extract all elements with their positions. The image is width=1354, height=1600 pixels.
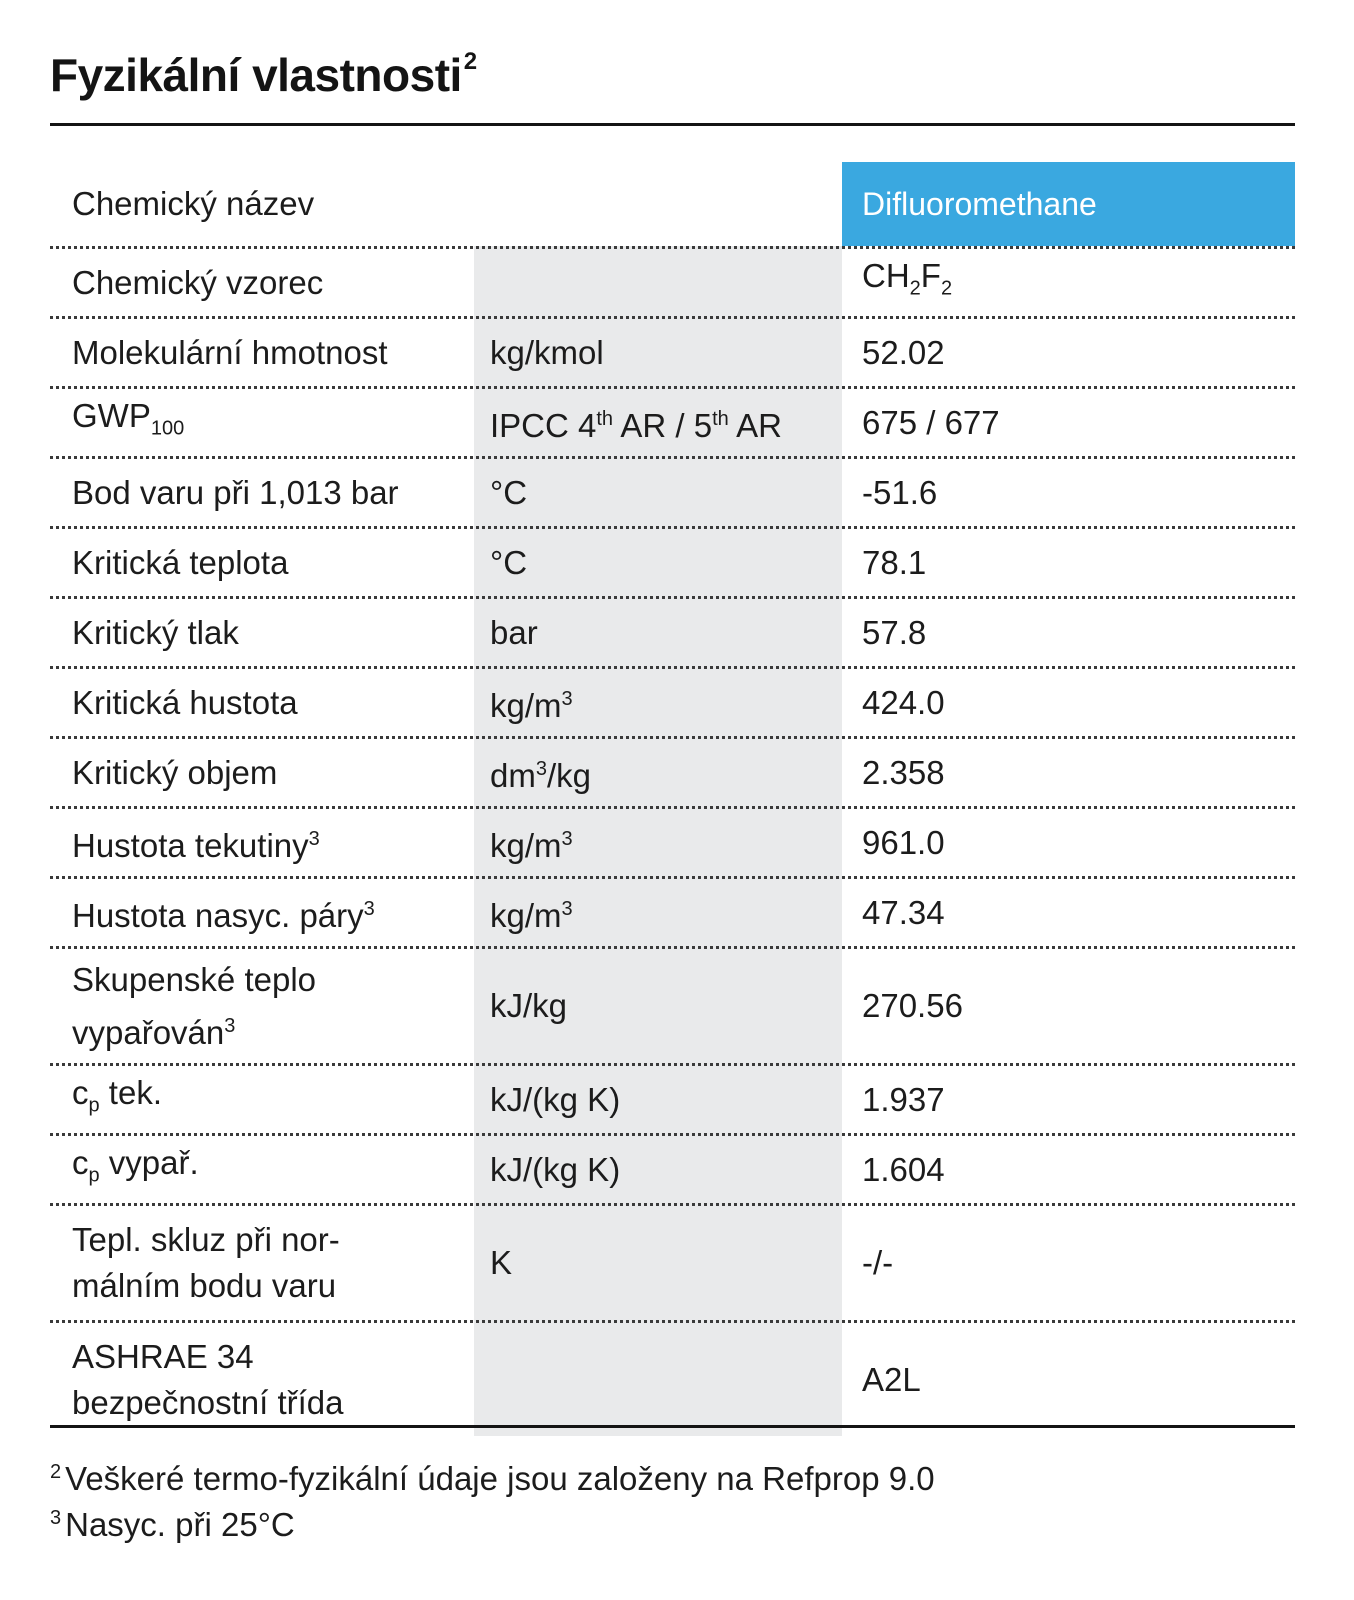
row-unit: kJ/(kg K) <box>490 1080 621 1118</box>
row-unit: kg/kmol <box>490 333 604 371</box>
row-label: Chemický vzorec <box>72 263 324 301</box>
row-label: Molekulární hmotnost <box>72 333 388 371</box>
table-row-vapor-density <box>50 879 1295 949</box>
row-value: 1.604 <box>862 1150 945 1188</box>
row-value: 57.8 <box>862 613 927 651</box>
table-row-formula <box>50 249 1295 319</box>
row-label: $c_p$ tek. <box>72 1074 162 1117</box>
row-unit: $kg/m^3$ <box>490 687 573 724</box>
row-label: Skupenské teplo vypařován$^3$ <box>72 960 317 1051</box>
row-value: 47.34 <box>862 893 945 931</box>
row-unit: $kg/m^3$ <box>490 827 573 864</box>
row-value: 2.358 <box>862 753 945 791</box>
table-row-ashrae <box>50 1323 1295 1436</box>
row-label: ASHRAE 34 bezpečnostní třída <box>72 1337 344 1421</box>
page-title: Fyzikální vlastnosti$^2$ <box>50 48 477 101</box>
row-unit: kJ/kg <box>490 987 568 1024</box>
table-header-row <box>50 162 1295 249</box>
table-row-cp-liquid <box>50 1066 1295 1136</box>
table-row-liquid-density <box>50 809 1295 879</box>
footnote-3: $^3$ Nasyc. při 25°C <box>50 1506 295 1543</box>
row-unit: $kg/m^3$ <box>490 897 573 934</box>
row-unit: IPCC 4th AR / 5th AR <box>490 407 783 444</box>
row-value: 1.937 <box>862 1080 945 1118</box>
row-label: $c_p$ vypař. <box>72 1144 199 1187</box>
table-row-molar-mass <box>50 319 1295 389</box>
row-value: -51.6 <box>862 473 938 511</box>
row-value: 424.0 <box>862 683 945 721</box>
row-label: Tepl. skluz při nor- málním bodu varu <box>72 1221 340 1304</box>
title-footnote-mark: 2 <box>463 48 477 75</box>
table-row-gwp <box>50 389 1295 459</box>
row-unit: kJ/(kg K) <box>490 1150 621 1188</box>
row-unit: °C <box>490 473 528 511</box>
table-row-temperature-glide <box>50 1206 1295 1323</box>
table-row-latent-heat <box>50 949 1295 1066</box>
row-label: Kritický objem <box>72 753 278 791</box>
row-label: Kritická teplota <box>72 543 289 581</box>
table-row-critical-temperature <box>50 529 1295 599</box>
row-value: 78.1 <box>862 543 927 581</box>
row-value: -/- <box>862 1244 894 1281</box>
table-row-critical-pressure <box>50 599 1295 669</box>
row-value: 961.0 <box>862 823 945 861</box>
properties-table <box>50 162 1295 1436</box>
table-row-critical-volume <box>50 739 1295 809</box>
row-value: 270.56 <box>862 987 963 1024</box>
row-label: Kritická hustota <box>72 683 298 721</box>
header-substance-name: Difluoromethane <box>842 162 1295 246</box>
table-row-critical-density <box>50 669 1295 739</box>
row-value: 52.02 <box>862 333 945 371</box>
header-label: Chemický název <box>72 185 315 222</box>
row-label: $GWP_{100}$ <box>72 397 185 440</box>
row-label: Hustota nasyc. páry$^3$ <box>72 897 375 934</box>
row-label: Hustota tekutiny$^3$ <box>72 827 320 864</box>
footnote-2: $^2$ Veškeré termo-fyzikální údaje jsou založeny na Refprop 9.0 <box>50 1460 935 1497</box>
row-unit: °C <box>490 543 528 581</box>
row-value: $CH_2F_2$ <box>862 257 953 300</box>
row-label: Bod varu při 1,013 bar <box>72 473 399 511</box>
top-rule <box>50 123 1295 126</box>
row-unit: $dm^3/kg$ <box>490 757 591 794</box>
row-value: 675 / 677 <box>862 403 1000 441</box>
table-row-cp-vapor <box>50 1136 1295 1206</box>
table-row-boiling-point <box>50 459 1295 529</box>
row-value: A2L <box>862 1360 921 1398</box>
row-label: Kritický tlak <box>72 613 239 651</box>
row-unit: K <box>490 1244 513 1281</box>
row-unit: bar <box>490 613 538 651</box>
